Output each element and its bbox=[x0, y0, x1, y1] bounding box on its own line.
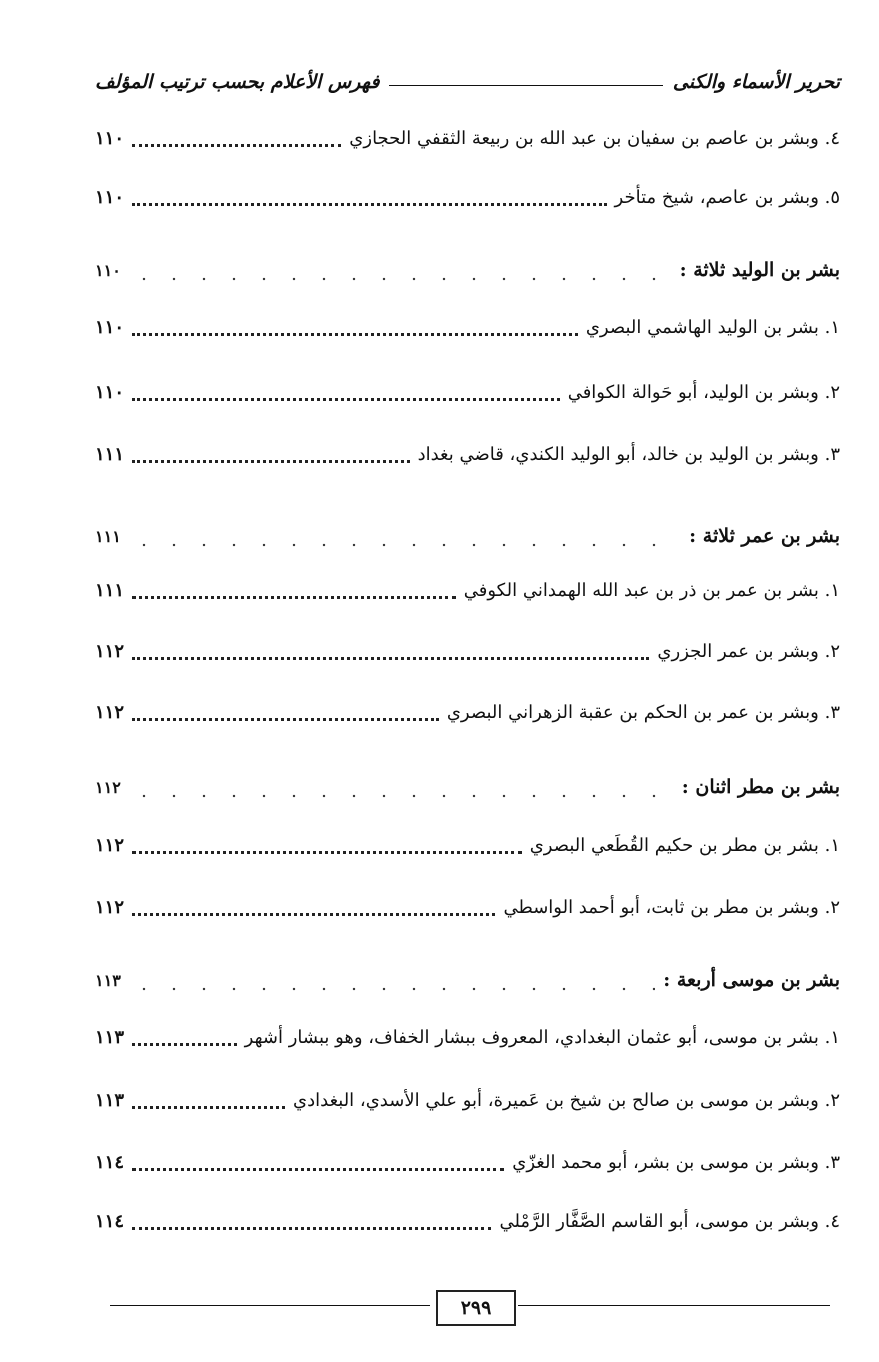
dot-leader bbox=[132, 631, 649, 671]
dot-leader bbox=[132, 887, 495, 927]
entry-page-number: ١١١ bbox=[95, 579, 125, 601]
entry-page-number: ١١٠ bbox=[95, 316, 125, 338]
dot-leader bbox=[129, 767, 674, 807]
entry-text: ٤. وبشر بن عاصم بن سفيان بن عبد الله بن ربيعة الثقفي الحجازي bbox=[349, 127, 840, 149]
group-heading: بشر بن مطر اثنان : bbox=[681, 776, 840, 798]
entry-text: ٢. وبشر بن مطر بن ثابت، أبو أحمد الواسطي bbox=[503, 896, 840, 918]
entry-page-number: ١١٤ bbox=[95, 1151, 125, 1173]
entry-page-number: ١١٢ bbox=[95, 701, 125, 723]
index-entry-row bbox=[95, 434, 840, 474]
index-entry-row bbox=[95, 1080, 840, 1120]
index-entry-row bbox=[95, 1201, 840, 1241]
dot-leader bbox=[129, 516, 681, 556]
footer-rule-right bbox=[518, 1305, 830, 1306]
index-entry-row bbox=[95, 177, 840, 217]
page-footer bbox=[110, 1290, 830, 1330]
header-rule bbox=[389, 85, 662, 86]
index-entry-row bbox=[95, 307, 840, 347]
dot-leader bbox=[132, 118, 341, 158]
dot-leader bbox=[129, 960, 655, 1000]
entry-text: ٣. وبشر بن موسى بن بشر، أبو محمد الغزّي bbox=[512, 1151, 840, 1173]
book-title: تحرير الأسماء والكنى bbox=[672, 71, 840, 93]
index-entry-row bbox=[95, 825, 840, 865]
entry-page-number: ١١٤ bbox=[95, 1210, 125, 1232]
entry-page-number: ١١٣ bbox=[95, 1026, 125, 1048]
entry-text: ٤. وبشر بن موسى، أبو القاسم الصَّفَّار الرَّمْلي bbox=[499, 1210, 840, 1232]
dot-leader bbox=[132, 307, 578, 347]
dot-leader bbox=[132, 1080, 285, 1120]
dot-leader bbox=[132, 177, 607, 217]
entry-text: ١. بشر بن عمر بن ذر بن عبد الله الهمداني الكوفي bbox=[463, 579, 840, 601]
index-entry-row bbox=[95, 118, 840, 158]
entry-text: ٣. وبشر بن عمر بن الحكم بن عقبة الزهراني البصري bbox=[446, 701, 840, 723]
dot-leader bbox=[132, 434, 410, 474]
footer-rule-left bbox=[110, 1305, 430, 1306]
entry-text: ٥. وبشر بن عاصم، شيخ متأخر bbox=[614, 186, 840, 208]
entry-text: ١. بشر بن مطر بن حكيم القُطَعي البصري bbox=[529, 834, 840, 856]
entry-page-number: ١١٠ bbox=[95, 260, 121, 280]
group-heading-row bbox=[95, 767, 840, 807]
entry-text: ١. بشر بن موسى، أبو عثمان البغدادي، المعروف ببشار الخفاف، وهو ببشار أشهر bbox=[244, 1026, 840, 1048]
entry-page-number: ١١٢ bbox=[95, 777, 121, 797]
group-heading-row bbox=[95, 516, 840, 556]
index-entry-row bbox=[95, 570, 840, 610]
running-header bbox=[95, 64, 840, 100]
entry-page-number: ١١١ bbox=[95, 443, 125, 465]
group-heading-row bbox=[95, 250, 840, 290]
dot-leader bbox=[132, 1142, 504, 1182]
entry-page-number: ١١٢ bbox=[95, 640, 125, 662]
index-entry-row bbox=[95, 692, 840, 732]
dot-leader bbox=[129, 250, 672, 290]
group-heading: بشر بن عمر ثلاثة : bbox=[689, 525, 840, 547]
group-heading: بشر بن الوليد ثلاثة : bbox=[679, 259, 840, 281]
group-heading: بشر بن موسى أربعة : bbox=[663, 969, 840, 991]
entry-text: ٢. وبشر بن عمر الجزري bbox=[657, 640, 840, 662]
entry-page-number: ١١٢ bbox=[95, 834, 125, 856]
page-number: ٢٩٩ bbox=[436, 1290, 516, 1326]
entry-text: ٢. وبشر بن موسى بن صالح بن شيخ بن عَميرة، أبو علي الأسدي، البغدادي bbox=[293, 1089, 840, 1111]
index-entry-row bbox=[95, 1142, 840, 1182]
entry-text: ١. بشر بن الوليد الهاشمي البصري bbox=[585, 316, 840, 338]
index-entry-row bbox=[95, 1017, 840, 1057]
entry-page-number: ١١٠ bbox=[95, 127, 125, 149]
dot-leader bbox=[132, 372, 560, 412]
entry-page-number: ١١١ bbox=[95, 526, 121, 546]
index-entry-row bbox=[95, 887, 840, 927]
group-heading-row bbox=[95, 960, 840, 1000]
dot-leader bbox=[132, 570, 456, 610]
entry-page-number: ١١٣ bbox=[95, 1089, 125, 1111]
section-title: فهرس الأعلام بحسب ترتيب المؤلف bbox=[95, 71, 380, 93]
dot-leader bbox=[132, 692, 439, 732]
entry-page-number: ١١٢ bbox=[95, 896, 125, 918]
entry-text: ٣. وبشر بن الوليد بن خالد، أبو الوليد الكندي، قاضي بغداد bbox=[417, 443, 840, 465]
entry-page-number: ١١٠ bbox=[95, 381, 125, 403]
entry-page-number: ١١٠ bbox=[95, 186, 125, 208]
index-entry-row bbox=[95, 631, 840, 671]
entry-text: ٢. وبشر بن الوليد، أبو حَوالة الكوافي bbox=[567, 381, 840, 403]
dot-leader bbox=[132, 1201, 491, 1241]
index-entry-row bbox=[95, 372, 840, 412]
dot-leader bbox=[132, 825, 522, 865]
dot-leader bbox=[132, 1017, 237, 1057]
entry-page-number: ١١٣ bbox=[95, 970, 121, 990]
